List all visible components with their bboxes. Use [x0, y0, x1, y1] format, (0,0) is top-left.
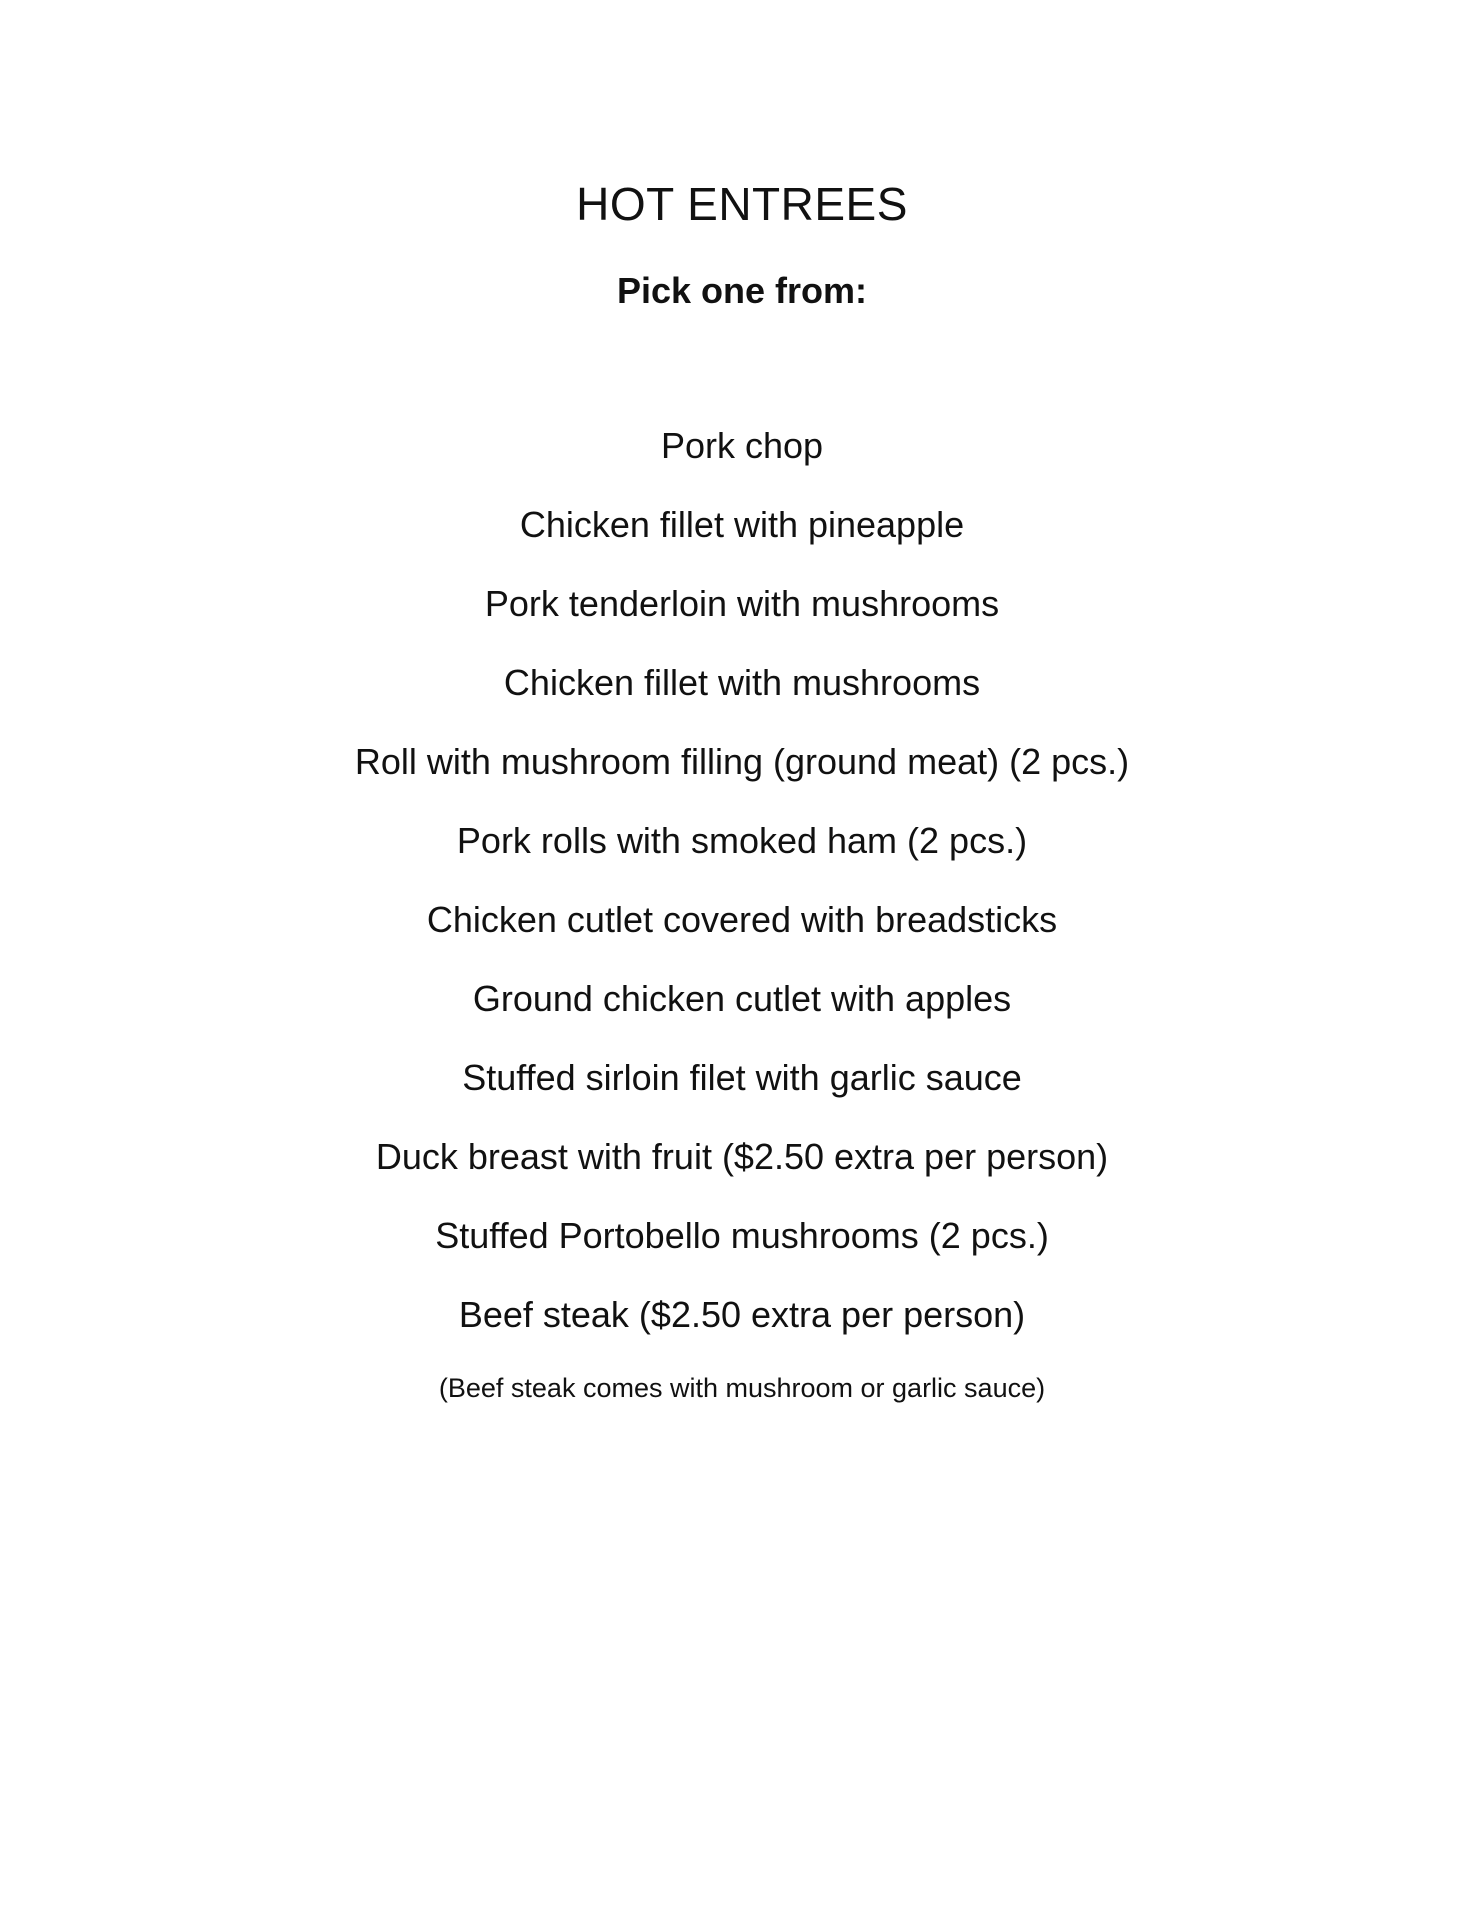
footnote: (Beef steak comes with mushroom or garlic sauce): [438, 1373, 1046, 1403]
entree-item: Pork tenderloin with mushrooms: [484, 583, 1000, 624]
entree-item: Chicken fillet with mushrooms: [503, 662, 981, 703]
page-title: HOT ENTREES: [576, 178, 908, 230]
entree-item: Duck breast with fruit ($2.50 extra per person): [375, 1136, 1109, 1177]
entree-item: Chicken fillet with pineapple: [519, 504, 965, 545]
page-subtitle: Pick one from:: [616, 270, 868, 311]
entree-item: Beef steak ($2.50 extra per person): [458, 1294, 1026, 1335]
entree-item: Chicken cutlet covered with breadsticks: [426, 899, 1058, 940]
entree-item: Pork chop: [660, 425, 824, 466]
entree-item: Ground chicken cutlet with apples: [472, 978, 1012, 1019]
entree-item: Stuffed sirloin filet with garlic sauce: [462, 1057, 1022, 1098]
entree-list: [0, 424, 1484, 1372]
entree-item: Pork rolls with smoked ham (2 pcs.): [456, 820, 1028, 861]
entree-item: Roll with mushroom filling (ground meat) (2 pcs.): [354, 741, 1130, 782]
entree-item: Stuffed Portobello mushrooms (2 pcs.): [435, 1215, 1049, 1256]
